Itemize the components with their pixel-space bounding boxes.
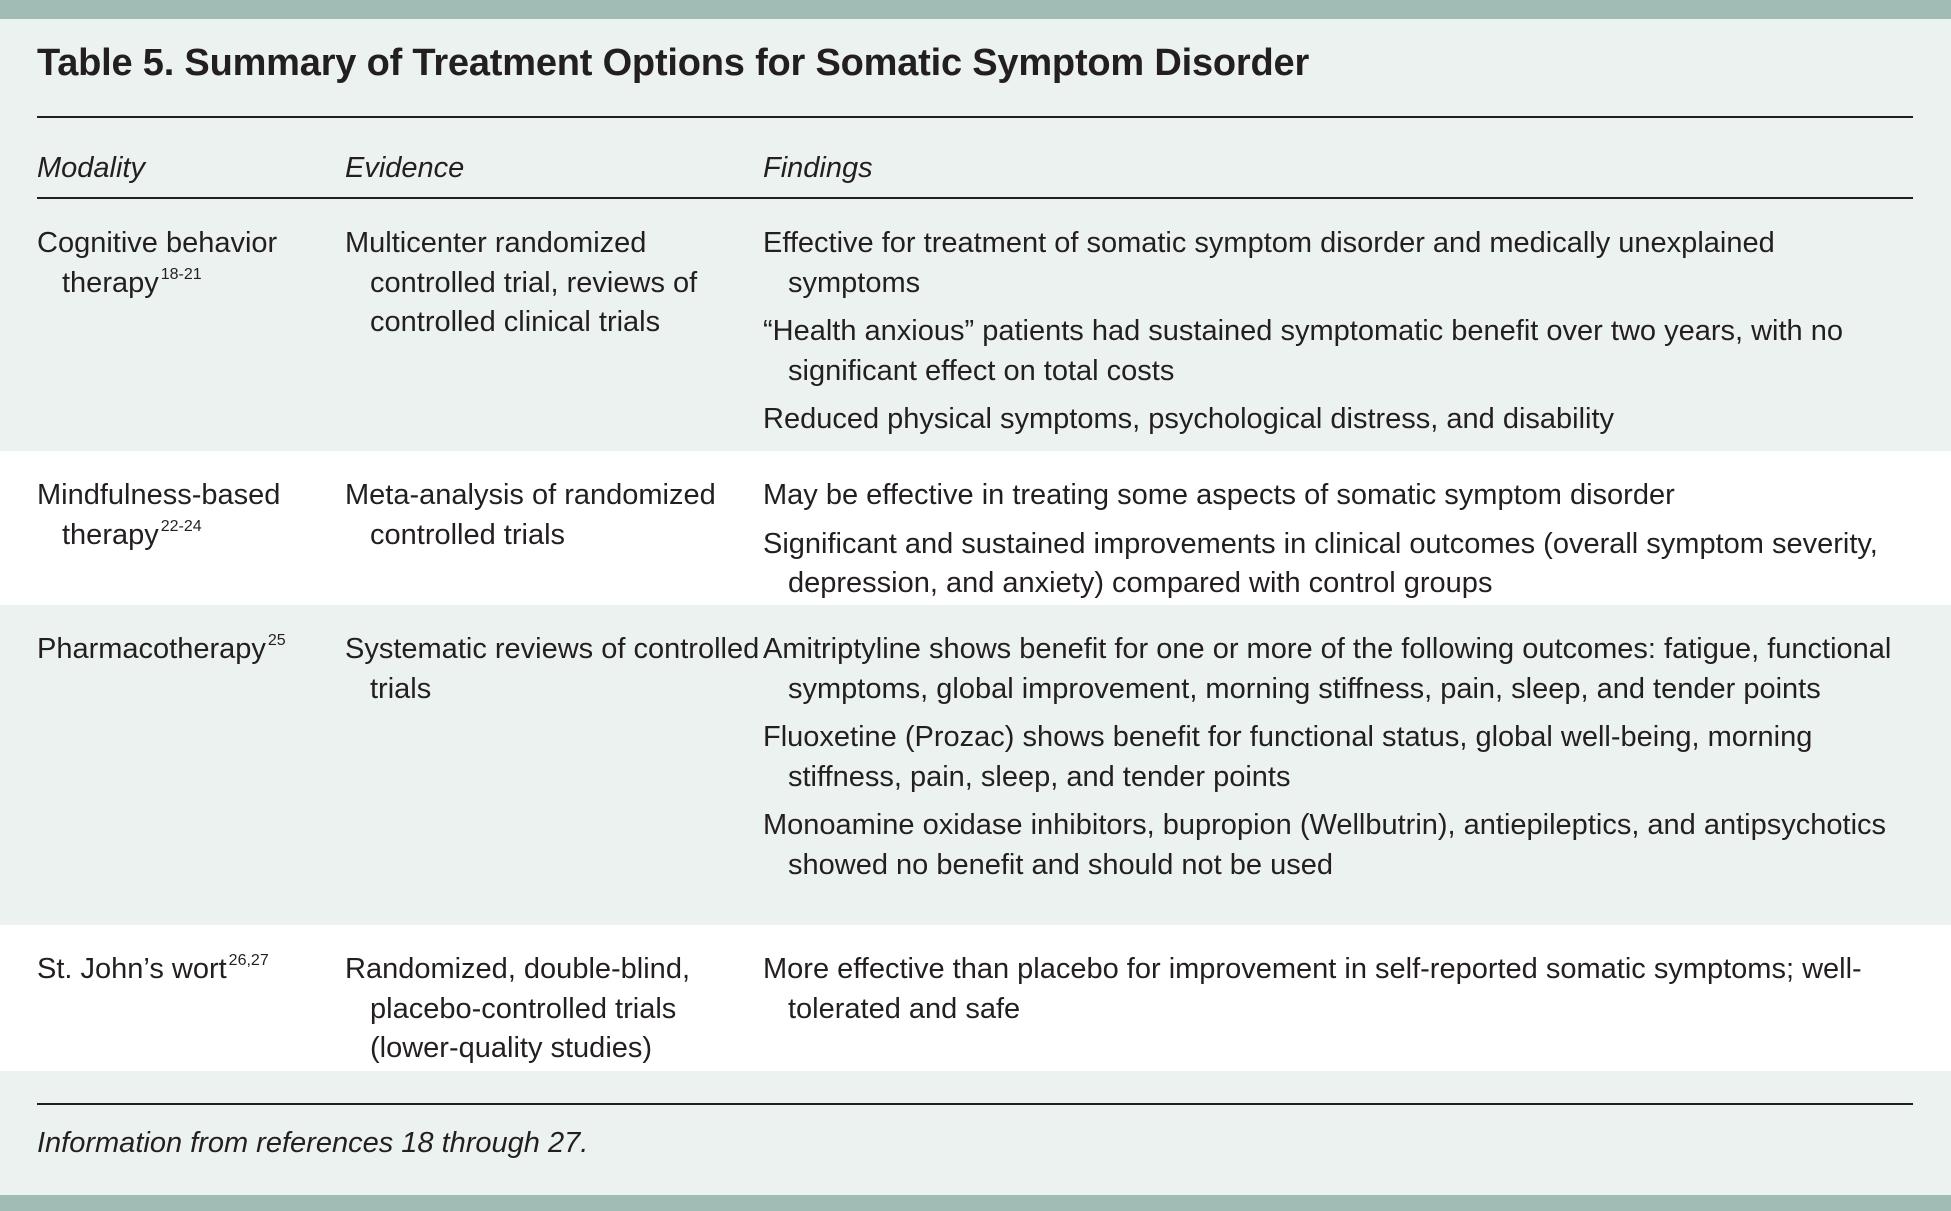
- table-row: [0, 605, 1951, 925]
- evidence-cell: Meta-analysis of randomized controlled trials: [345, 479, 716, 551]
- finding-item: Reduced physical symptoms, psychological distress, and disability: [763, 403, 1615, 435]
- finding-item: “Health anxious” patients had sustained symptomatic benefit over two years, with no significant effect on total costs: [763, 315, 1843, 387]
- table-row: [0, 925, 1951, 1071]
- evidence-cell: Systematic reviews of controlled trials: [345, 633, 760, 705]
- findings-cell: [763, 476, 1913, 604]
- reference-superscript: 25: [267, 632, 286, 649]
- reference-superscript: 18-21: [160, 265, 202, 283]
- top-accent-bar: [0, 0, 1951, 19]
- finding-item: Effective for treatment of somatic symptom disorder and medically unexplained symptoms: [763, 227, 1775, 299]
- finding-item: Amitriptyline shows benefit for one or more of the following outcomes: fatigue, functional symptoms, global improvement, morning stiffness, pain, sleep, and tender points: [763, 633, 1892, 705]
- reference-superscript: 26,27: [228, 952, 269, 969]
- bottom-accent-bar: [0, 1195, 1951, 1211]
- title-rule: [37, 116, 1913, 118]
- table-title: Table 5. Summary of Treatment Options for Somatic Symptom Disorder: [37, 42, 1310, 84]
- footer-rule: [37, 1103, 1913, 1105]
- finding-item: Monoamine oxidase inhibitors, bupropion (Wellbutrin), antiepileptics, and antipsychotics showed no benefit and should not be used: [763, 809, 1887, 881]
- findings-cell: [763, 224, 1913, 440]
- evidence-cell: Multicenter randomized controlled trial, reviews of controlled clinical trials: [345, 227, 698, 338]
- evidence-cell: Randomized, double-blind, placebo-controlled trials (lower-quality studies): [345, 953, 690, 1064]
- column-header-modality: Modality: [37, 152, 145, 184]
- source-footnote: Information from references 18 through 27.: [37, 1127, 589, 1159]
- modality-cell: St. John’s wort $^{26,27}$: [37, 952, 269, 985]
- table-row: [0, 199, 1951, 451]
- finding-item: May be effective in treating some aspects of somatic symptom disorder: [763, 479, 1675, 511]
- finding-item: More effective than placebo for improvement in self-reported somatic symptoms; well-tolerated and safe: [763, 953, 1862, 1025]
- column-header-evidence: Evidence: [345, 152, 465, 184]
- finding-item: Fluoxetine (Prozac) shows benefit for functional status, global well-being, morning stiffness, pain, sleep, and tender points: [763, 721, 1813, 793]
- column-header-findings: Findings: [763, 152, 873, 184]
- modality-cell: Cognitive behavior therapy $^{18-21}$: [37, 227, 278, 299]
- findings-cell: [763, 630, 1913, 885]
- findings-cell: [763, 950, 1913, 1029]
- reference-superscript: 22-24: [160, 517, 202, 535]
- finding-item: Significant and sustained improvements in clinical outcomes (overall symptom severity, depression, and anxiety) compared with control groups: [763, 527, 1878, 599]
- modality-cell: Mindfulness-based therapy $^{22-24}$: [37, 479, 281, 551]
- table-row: [0, 451, 1951, 605]
- modality-cell: Pharmacotherapy $^{25}$: [37, 632, 286, 665]
